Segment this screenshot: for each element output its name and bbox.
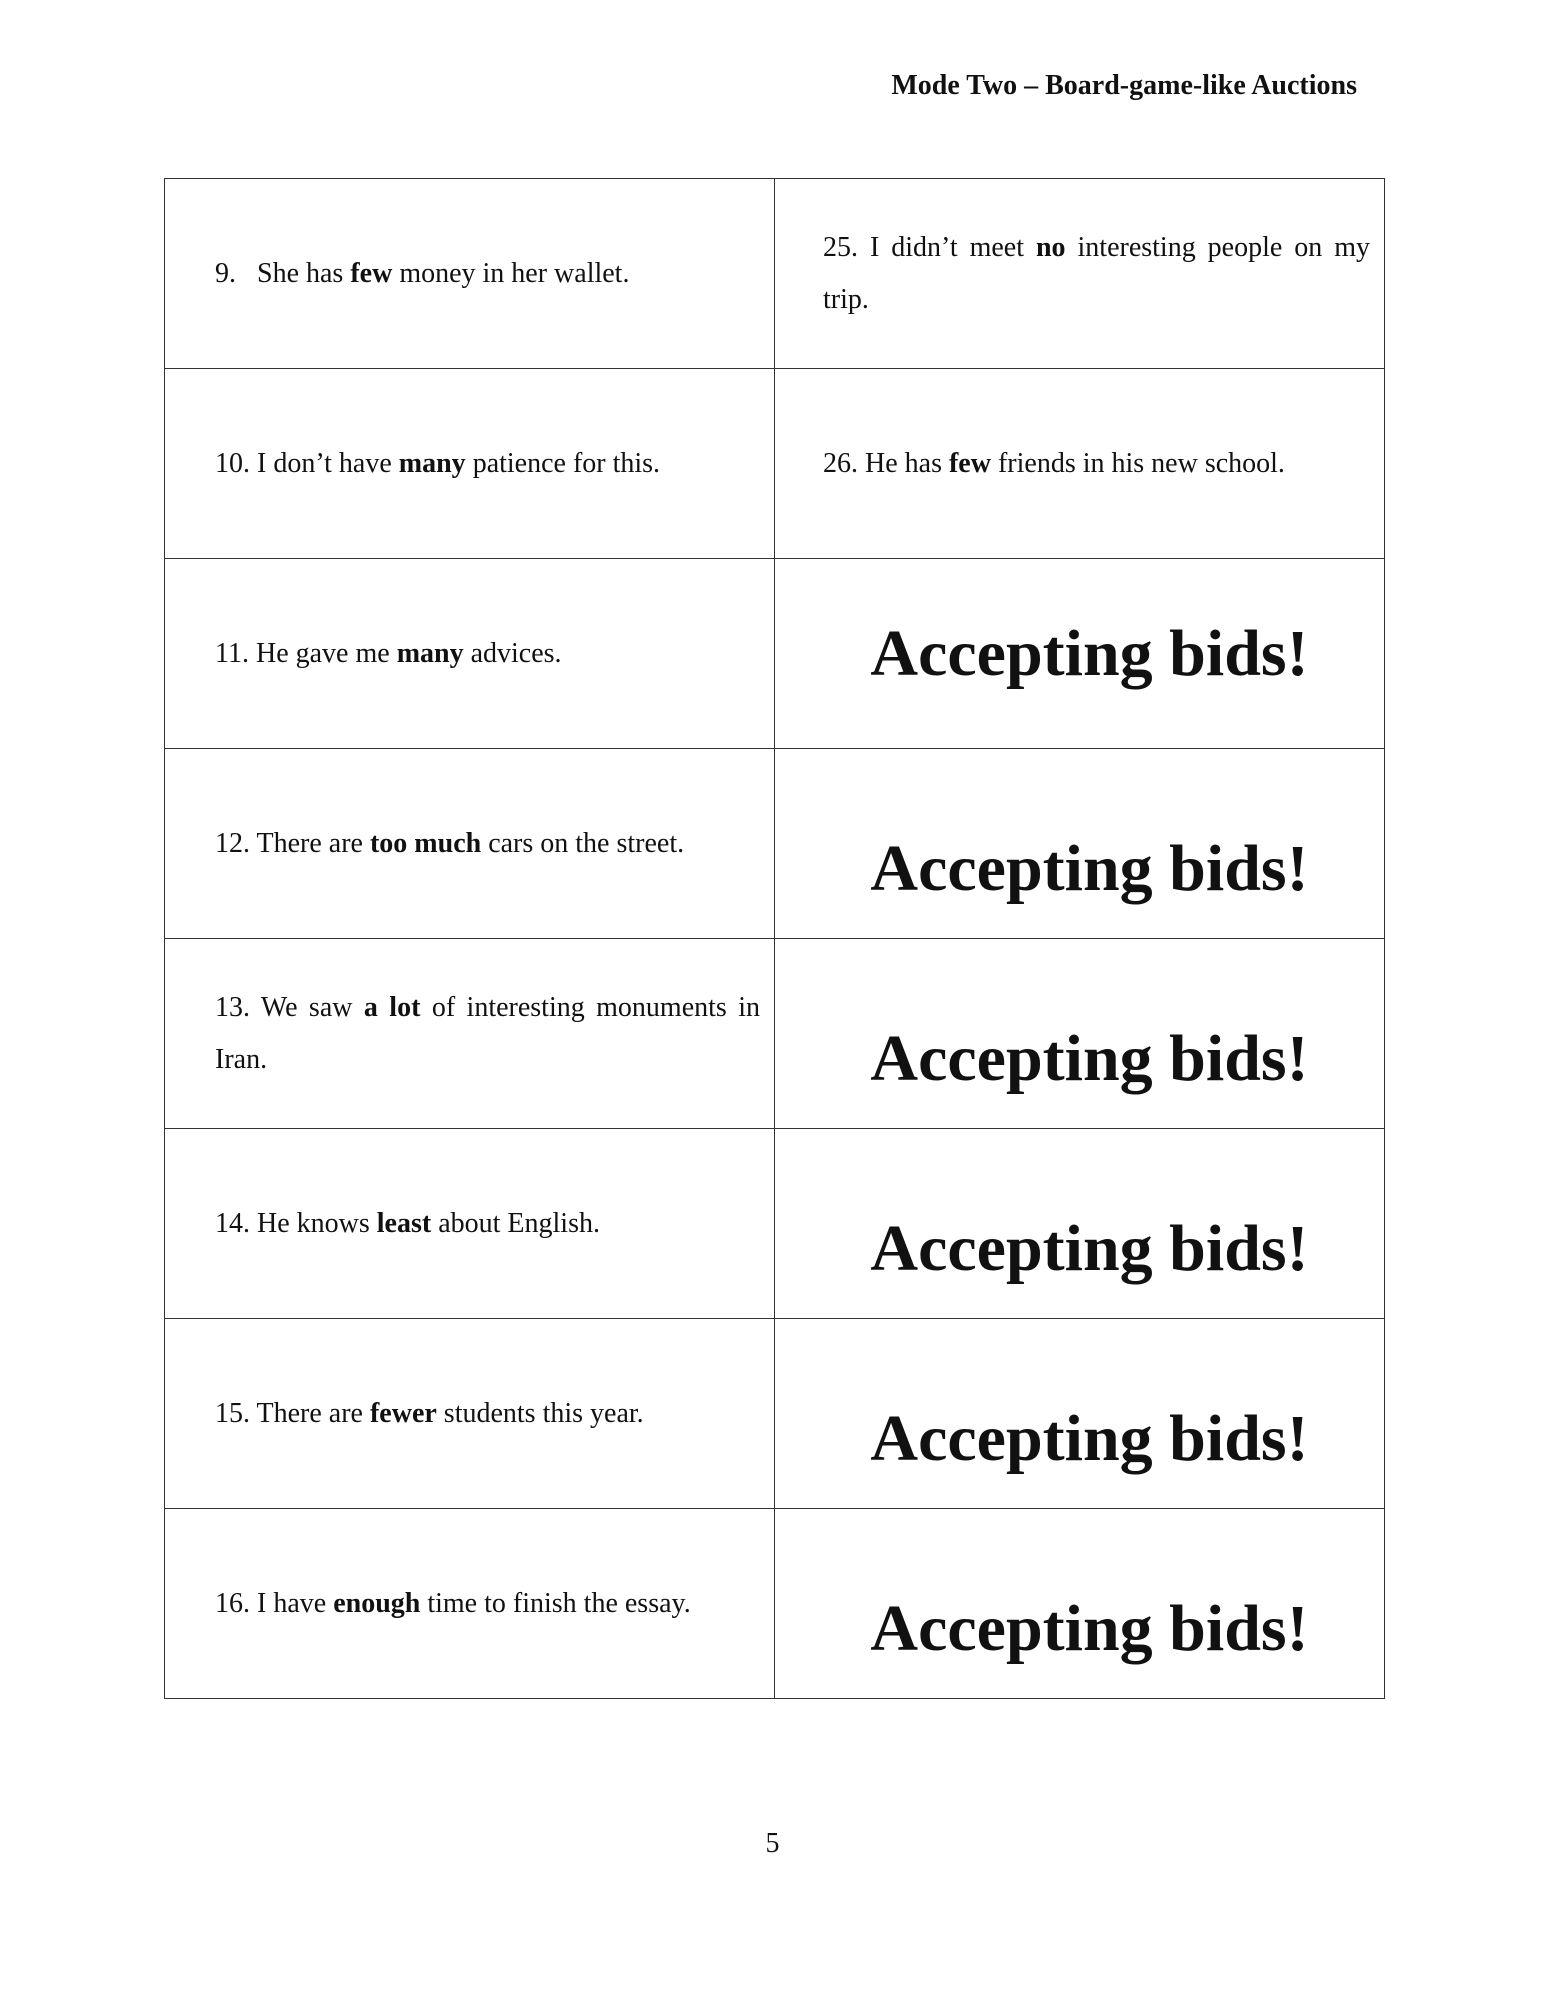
sentence-number: 14. bbox=[215, 1207, 250, 1239]
accepting-bids-text: Accepting bids! bbox=[870, 832, 1309, 905]
card-row bbox=[165, 1319, 1385, 1509]
page-number: 5 bbox=[765, 1828, 780, 1859]
auction-card-grid bbox=[164, 178, 1385, 1699]
sentence-card bbox=[165, 939, 775, 1129]
sentence-number: 15. bbox=[215, 1397, 250, 1429]
sentence-card bbox=[775, 179, 1385, 369]
sentence-number: 25. bbox=[823, 231, 858, 263]
highlighted-word: few bbox=[948, 447, 991, 479]
card-row bbox=[165, 939, 1385, 1129]
highlighted-word: fewer bbox=[369, 1397, 437, 1429]
sentence-number: 11. bbox=[215, 637, 249, 669]
card-row bbox=[165, 1129, 1385, 1319]
sentence-text: 9. She has few money in her wallet. bbox=[215, 257, 630, 289]
sentence-card bbox=[165, 1319, 775, 1509]
sentence-card bbox=[165, 1129, 775, 1319]
sentence-text: 16. I have enough time to finish the essay. bbox=[215, 1587, 691, 1619]
sentence-text: 12. There are too much cars on the street. bbox=[215, 827, 685, 859]
sentence-number: 12. bbox=[215, 827, 250, 859]
highlighted-word: many bbox=[398, 447, 466, 479]
card-row bbox=[165, 179, 1385, 369]
sentence-card bbox=[165, 179, 775, 369]
highlighted-word: a lot bbox=[363, 991, 421, 1023]
bid-card bbox=[775, 1319, 1385, 1509]
sentence-number: 26. bbox=[823, 447, 858, 479]
sentence-card bbox=[165, 1509, 775, 1699]
sentence-text: 25. I didn’t meet no interesting people on my trip. bbox=[823, 231, 1370, 315]
bid-card bbox=[775, 939, 1385, 1129]
sentence-card bbox=[165, 749, 775, 939]
highlighted-word: many bbox=[396, 637, 464, 669]
sentence-text: 13. We saw a lot of interesting monuments in Iran. bbox=[215, 991, 760, 1075]
sentence-text: 11. He gave me many advices. bbox=[215, 637, 562, 669]
highlighted-word: few bbox=[350, 257, 393, 289]
page-header-title: Mode Two – Board-game-like Auctions bbox=[891, 70, 1357, 101]
card-row bbox=[165, 369, 1385, 559]
sentence-number: 9. bbox=[215, 257, 236, 289]
bid-card bbox=[775, 1509, 1385, 1699]
accepting-bids-text: Accepting bids! bbox=[870, 1022, 1309, 1095]
sentence-card bbox=[165, 369, 775, 559]
sentence-text: 14. He knows least about English. bbox=[215, 1207, 600, 1239]
sentence-number: 16. bbox=[215, 1587, 250, 1619]
accepting-bids-text: Accepting bids! bbox=[870, 1592, 1309, 1665]
highlighted-word: no bbox=[1035, 231, 1066, 263]
sentence-number: 10. bbox=[215, 447, 250, 479]
sentence-text: 26. He has few friends in his new school. bbox=[823, 447, 1285, 479]
sentence-card bbox=[165, 559, 775, 749]
bid-card bbox=[775, 559, 1385, 749]
accepting-bids-text: Accepting bids! bbox=[870, 616, 1309, 690]
highlighted-word: enough bbox=[333, 1587, 421, 1619]
bid-card bbox=[775, 1129, 1385, 1319]
sentence-card bbox=[775, 369, 1385, 559]
highlighted-word: least bbox=[376, 1207, 432, 1239]
accepting-bids-text: Accepting bids! bbox=[870, 1212, 1309, 1285]
highlighted-word: too much bbox=[369, 827, 482, 859]
sentence-number: 13. bbox=[215, 991, 250, 1023]
card-row bbox=[165, 1509, 1385, 1699]
card-row bbox=[165, 559, 1385, 749]
sentence-text: 10. I don’t have many patience for this. bbox=[215, 447, 661, 479]
sentence-text: 15. There are fewer students this year. bbox=[215, 1397, 644, 1429]
card-row bbox=[165, 749, 1385, 939]
accepting-bids-text: Accepting bids! bbox=[870, 1402, 1309, 1475]
bid-card bbox=[775, 749, 1385, 939]
